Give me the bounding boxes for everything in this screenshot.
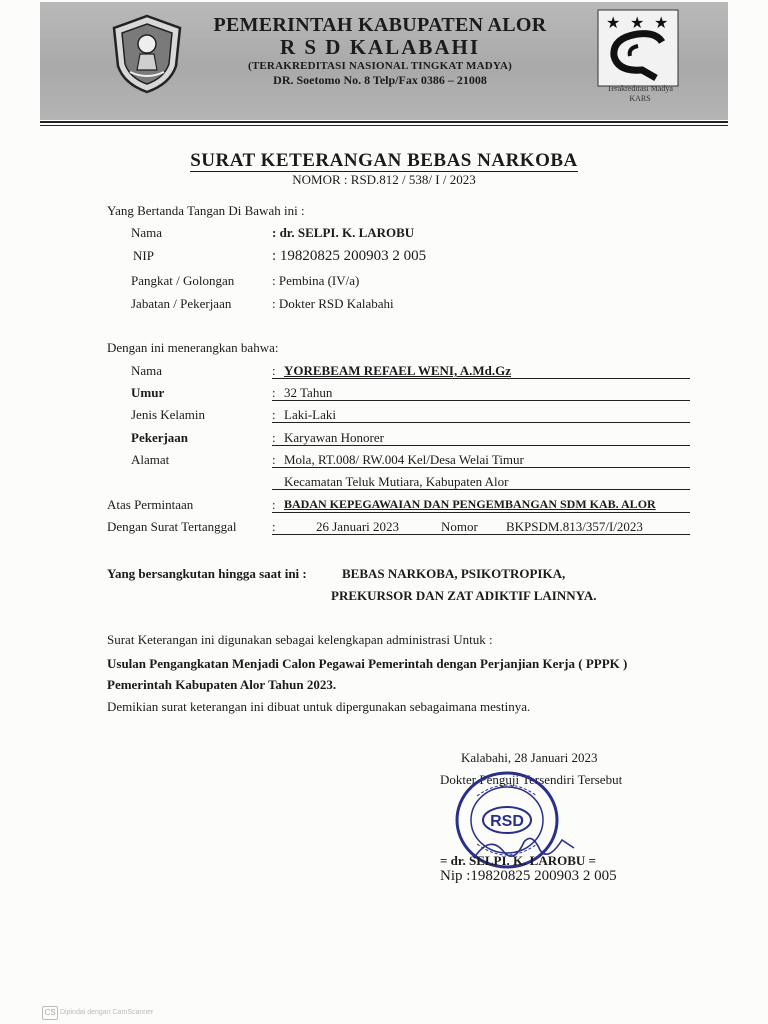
subject-gender-value: Laki-Laki — [284, 407, 336, 422]
request-from-label: Atas Permintaan — [107, 497, 194, 512]
status-value-1: BEBAS NARKOBA, PSIKOTROPIKA, — [342, 566, 566, 581]
subject-address-line-2 — [272, 489, 690, 490]
request-number-label: Nomor — [441, 519, 478, 534]
purpose-line-1: Usulan Pengangkatan Menjadi Calon Pegawai Pemerintah dengan Perjanjian Kerja ( PPPK ) — [107, 656, 628, 671]
subject-address-line-1 — [272, 467, 690, 468]
closing-statement: Demikian surat keterangan ini dibuat untuk dipergunakan sebagaimana mestinya. — [107, 699, 531, 714]
signer-name-signature: = dr. SELPI. K. LAROBU = — [440, 853, 596, 868]
government-name: PEMERINTAH KABUPATEN ALOR — [213, 14, 547, 36]
letterhead-rule — [40, 121, 728, 123]
hospital-address: DR. Soetomo No. 8 Telp/Fax 0386 – 21008 — [273, 73, 487, 87]
accreditation-caption: Terakreditasi Madya KARS — [607, 84, 673, 103]
subject-address-value-2: Kecamatan Teluk Mutiara, Kabupaten Alor — [284, 474, 509, 489]
signature-place-date: Kalabahi, 28 Januari 2023 — [461, 750, 598, 765]
scanner-watermark: Dipindai dengan CamScanner — [60, 1009, 154, 1016]
letter-date-label: Dengan Surat Tertanggal — [107, 519, 237, 534]
status-label: Yang bersangkutan hingga saat ini : — [107, 566, 307, 581]
signer-nip-label: NIP — [133, 248, 154, 263]
subject-address-label: Alamat — [131, 452, 170, 467]
kabupaten-alor-emblem-icon — [110, 14, 184, 94]
subject-gender-label: Jenis Kelamin — [131, 407, 206, 422]
subject-job-value: Karyawan Honorer — [284, 430, 384, 445]
subject-gender-line — [272, 422, 690, 423]
document-page: PEMERINTAH KABUPATEN ALOR R S D KALABAHI (TERAKREDITASI NASIONAL TINGKAT MADYA) DR. Soetomo No. 8 Telp/Fax 0386 – 21008 ★ ★ ★ Terakreditasi Madya KARS SURAT KETERANGAN BEBAS NARKOBA NOMOR : RSD.812 / 538/ I / 2023 Yang Bertanda Tangan Di Bawah ini : Nama : dr. SELPI. K. LAROBU NIP : 19820825 200903 2 005 Pangkat / Golongan : Pembina (IV/a) Jabatan / Pekerjaan : Dokter RSD Kalabahi Dengan ini menerangkan bahwa: Nama : YOREBEAM REFAEL WENI, A.Md.Gz Umur : 32 Tahun Jenis Kelamin : Laki-Laki Pekerjaan : Karyawan Honorer Alamat : Mola, RT.008/ RW.004 Kel/Desa Welai Timur Kecamatan Teluk Mutiara, Kabupaten Alor Atas Permintaan : BADAN KEPEGAWAIAN DAN PENGEMBANGAN SDM KAB. ALOR Dengan Surat Tertanggal : 26 Januari 2023 Nomor BKPSDM.813/357/I/2023 Yang bersangkutan hingga saat ini : BEBAS NARKOBA, PSIKOTROPIKA, PREKURSOR DAN ZAT ADIKTIF LAINNYA. Surat Keterangan ini digunakan sebagai kelengkapan administrasi Untuk : Usulan Pengangkatan Menjadi Calon Pegawai Pemerintah dengan Perjanjian Kerja ( PPPK ) Pemerintah Kabupaten Alor Tahun 2023. Demikian surat keterangan ini dibuat untuk dipergunakan sebagaimana mestinya. Kalabahi, 28 Januari 2023 Dokter Penguji Tersendiri Tersebut RSD = dr. SELPI. K. LAROBU = Nip :19820825 200903 2 005 CS Dipindai dengan CamScanner — [0, 0, 768, 1024]
signer-rank-label: Pangkat / Golongan — [131, 273, 235, 288]
letter-date-value: 26 Januari 2023 — [316, 519, 400, 534]
kars-accreditation-logo-icon — [596, 8, 680, 88]
subject-intro: Dengan ini menerangkan bahwa: — [107, 340, 279, 355]
letter-title: SURAT KETERANGAN BEBAS NARKOBA — [190, 150, 578, 171]
signature-role: Dokter Penguji Tersendiri Tersebut — [440, 772, 623, 787]
request-number-value: BKPSDM.813/357/I/2023 — [506, 519, 643, 534]
subject-job-line — [272, 445, 690, 446]
letter-date-line — [272, 534, 690, 535]
subject-age-label: Umur — [131, 385, 165, 400]
purpose-intro: Surat Keterangan ini digunakan sebagai kelengkapan administrasi Untuk : — [107, 632, 493, 647]
request-from-line — [272, 512, 690, 513]
request-from-value: BADAN KEPEGAWAIAN DAN PENGEMBANGAN SDM KAB. ALOR — [284, 497, 656, 511]
accreditation-line: (TERAKREDITASI NASIONAL TINGKAT MADYA) — [247, 60, 512, 72]
signer-position-value: : Dokter RSD Kalabahi — [272, 296, 394, 311]
stamp-text: RSD — [490, 813, 524, 830]
svg-text:★: ★ — [654, 13, 669, 32]
subject-age-line — [272, 400, 690, 401]
purpose-line-2: Pemerintah Kabupaten Alor Tahun 2023. — [107, 677, 337, 692]
signer-nip-value: : 19820825 200903 2 005 — [272, 248, 427, 264]
subject-address-value-1: Mola, RT.008/ RW.004 Kel/Desa Welai Timur — [284, 452, 524, 467]
signer-position-label: Jabatan / Pekerjaan — [131, 296, 232, 311]
letterhead-rule-thin — [40, 125, 728, 126]
subject-name-line — [272, 378, 690, 379]
camscanner-logo-icon: CS — [42, 1006, 58, 1020]
signer-name-value: : dr. SELPI. K. LAROBU — [272, 225, 415, 240]
svg-text:★: ★ — [630, 13, 645, 32]
letter-number: NOMOR : RSD.812 / 538/ I / 2023 — [292, 172, 476, 187]
subject-name-value: YOREBEAM REFAEL WENI, A.Md.Gz — [284, 363, 512, 378]
signer-intro: Yang Bertanda Tangan Di Bawah ini : — [107, 203, 305, 218]
letterhead-text — [200, 14, 560, 87]
signer-rank-value: : Pembina (IV/a) — [272, 273, 360, 288]
signer-name-label: Nama — [131, 225, 163, 240]
subject-age-value: 32 Tahun — [284, 385, 333, 400]
subject-job-label: Pekerjaan — [131, 430, 189, 445]
svg-text:★: ★ — [606, 13, 621, 32]
subject-name-label: Nama — [131, 363, 163, 378]
hospital-name: R S D KALABAHI — [279, 35, 481, 59]
signer-nip-signature: Nip :19820825 200903 2 005 — [440, 868, 617, 884]
status-value-2: PREKURSOR DAN ZAT ADIKTIF LAINNYA. — [331, 588, 597, 603]
